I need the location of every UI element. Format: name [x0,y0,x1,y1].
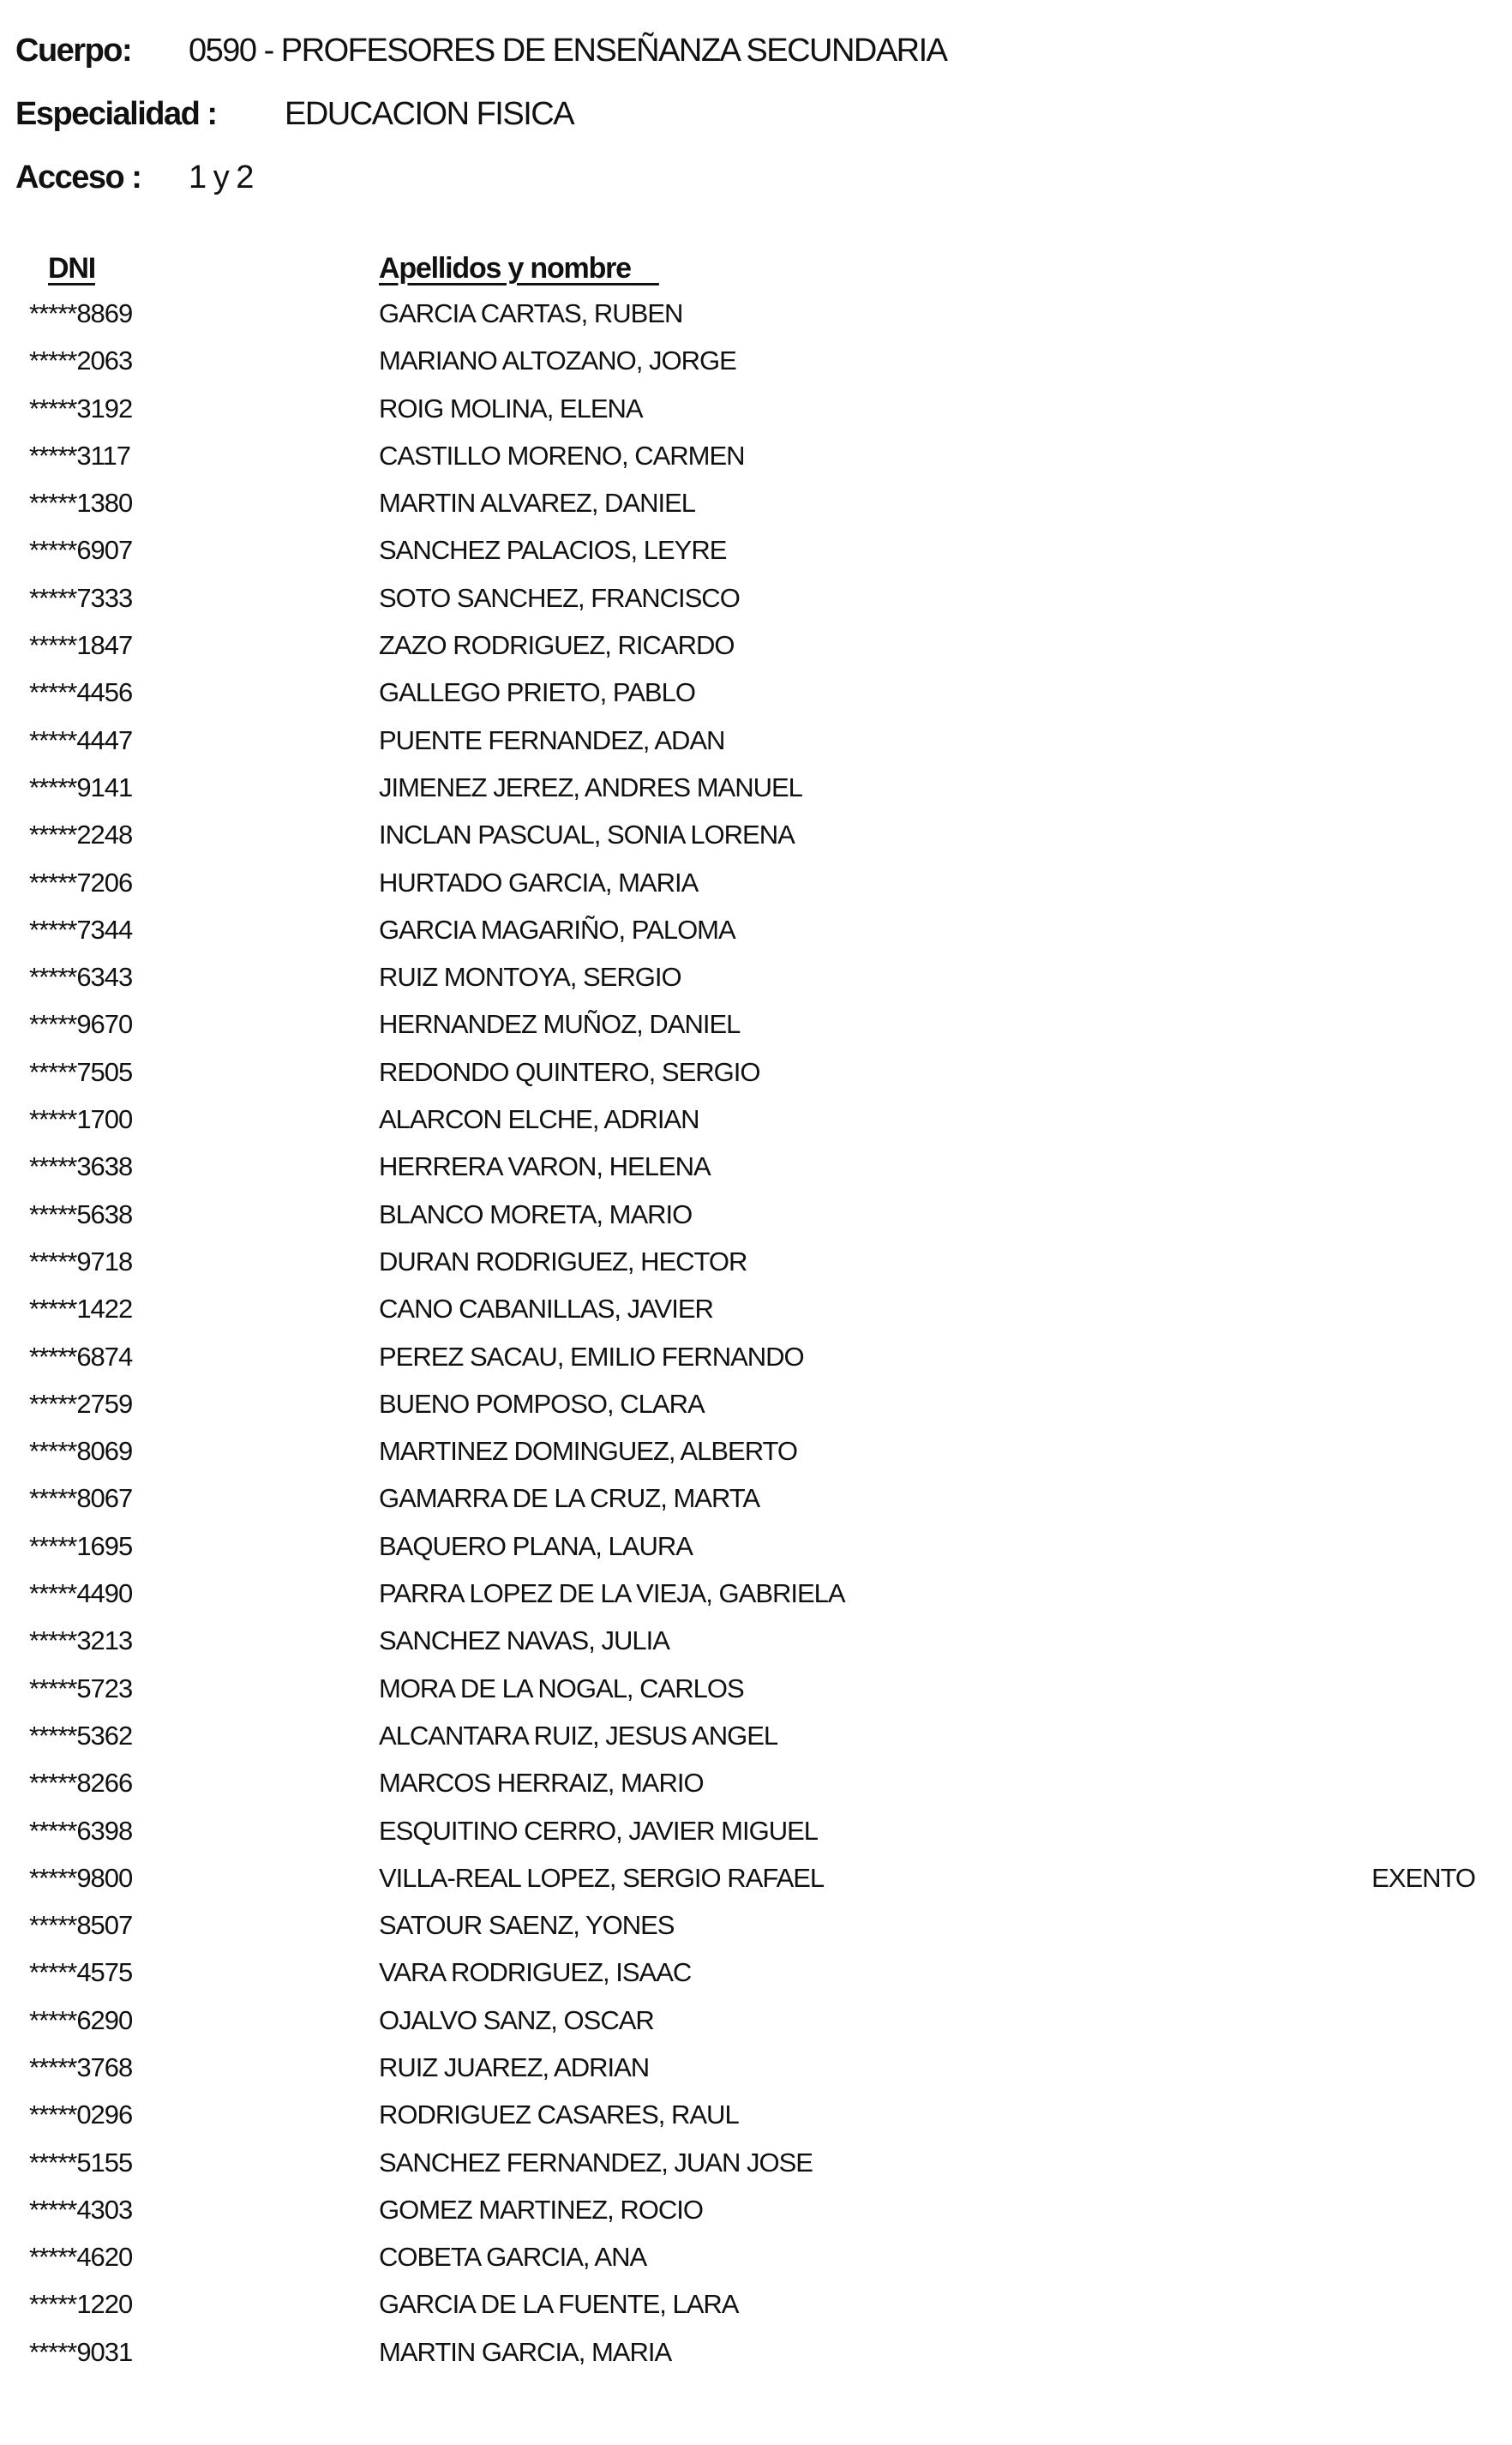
row-name: GARCIA CARTAS, RUBEN [379,298,683,328]
table-row [0,1199,1512,1247]
row-dni: *****5155 [29,2147,133,2178]
row-dni: *****1380 [29,488,133,519]
table-row [0,2195,1512,2242]
row-name: ESQUITINO CERRO, JAVIER MIGUEL [379,1815,819,1846]
row-dni: *****4620 [29,2242,133,2273]
row-name: MARTIN GARCIA, MARIA [379,2336,672,2367]
row-dni: *****6290 [29,2004,133,2035]
row-name: CASTILLO MORENO, CARMEN [379,440,745,471]
row-name: SANCHEZ NAVAS, JULIA [379,1625,669,1656]
column-header-dni: DNI [48,252,95,285]
row-name: ROIG MOLINA, ELENA [379,393,643,424]
table-row [0,1151,1512,1198]
row-name: BUENO POMPOSO, CLARA [379,1388,705,1419]
row-dni: *****6907 [29,535,133,566]
table-row [0,535,1512,582]
row-dni: *****4490 [29,1578,133,1609]
table-row [0,2337,1512,2384]
table-row [0,1910,1512,1957]
table-row [0,1768,1512,1815]
row-name: MARIANO ALTOZANO, JORGE [379,345,736,376]
row-dni: *****8069 [29,1436,133,1467]
row-dni: *****7333 [29,582,133,613]
row-name: RUIZ JUAREZ, ADRIAN [379,2052,650,2082]
cuerpo-value: 0590 - PROFESORES DE ENSEÑANZA SECUNDARIA [189,33,947,69]
table-row [0,583,1512,630]
row-dni: *****2063 [29,345,133,376]
row-dni: *****1700 [29,1104,133,1135]
table-row [0,2100,1512,2147]
row-name: ZAZO RODRIGUEZ, RICARDO [379,630,735,661]
row-name: PEREZ SACAU, EMILIO FERNANDO [379,1341,804,1372]
row-name: GALLEGO PRIETO, PABLO [379,677,695,708]
row-name: HURTADO GARCIA, MARIA [379,867,699,898]
table-row [0,868,1512,915]
row-dni: *****5638 [29,1198,133,1229]
table-row [0,488,1512,535]
row-name: HERNANDEZ MUÑOZ, DANIEL [379,1009,741,1040]
row-dni: *****3638 [29,1151,133,1182]
row-dni: *****2759 [29,1388,133,1419]
table-row [0,441,1512,488]
row-name: VARA RODRIGUEZ, ISAAC [379,1957,692,1988]
row-name: SANCHEZ PALACIOS, LEYRE [379,535,727,566]
table-row [0,1578,1512,1625]
row-name: PARRA LOPEZ DE LA VIEJA, GABRIELA [379,1578,845,1609]
table-row [0,1389,1512,1436]
row-dni: *****0296 [29,2100,133,2130]
table-row [0,772,1512,820]
table-row [0,630,1512,677]
table-row [0,298,1512,345]
candidate-list [0,298,1512,2384]
row-name: RUIZ MONTOYA, SERGIO [379,962,681,993]
table-row [0,725,1512,772]
row-name: GAMARRA DE LA CRUZ, MARTA [379,1483,760,1514]
row-dni: *****5723 [29,1673,133,1703]
row-dni: *****9800 [29,1862,133,1893]
row-name: MARCOS HERRAIZ, MARIO [379,1768,704,1799]
row-name: BAQUERO PLANA, LAURA [379,1530,693,1561]
table-row [0,962,1512,1009]
row-name: ALARCON ELCHE, ADRIAN [379,1104,699,1135]
row-name: BLANCO MORETA, MARIO [379,1198,693,1229]
table-row [0,1673,1512,1721]
row-name: REDONDO QUINTERO, SERGIO [379,1056,760,1087]
row-dni: *****2248 [29,820,133,850]
row-name: PUENTE FERNANDEZ, ADAN [379,724,725,755]
row-name: GARCIA DE LA FUENTE, LARA [379,2289,739,2320]
row-dni: *****8067 [29,1483,133,1514]
table-row [0,2052,1512,2100]
row-dni: *****8869 [29,298,133,328]
row-dni: *****4303 [29,2194,133,2225]
row-dni: *****9670 [29,1009,133,1040]
table-row [0,345,1512,393]
table-row [0,1957,1512,2004]
row-name: JIMENEZ JEREZ, ANDRES MANUEL [379,772,802,802]
row-dni: *****8266 [29,1768,133,1799]
table-row [0,1342,1512,1389]
row-name: GOMEZ MARTINEZ, ROCIO [379,2194,703,2225]
table-row [0,820,1512,867]
row-name: MORA DE LA NOGAL, CARLOS [379,1673,744,1703]
row-name: ALCANTARA RUIZ, JESUS ANGEL [379,1720,778,1751]
row-dni: *****4447 [29,724,133,755]
row-dni: *****7344 [29,914,133,945]
row-name: SANCHEZ FERNANDEZ, JUAN JOSE [379,2147,813,2178]
row-dni: *****9141 [29,772,133,802]
table-row [0,1816,1512,1863]
row-name: DURAN RODRIGUEZ, HECTOR [379,1246,747,1277]
table-row [0,677,1512,724]
row-dni: *****7206 [29,867,133,898]
row-name: COBETA GARCIA, ANA [379,2242,647,2273]
row-name: VILLA-REAL LOPEZ, SERGIO RAFAEL [379,1862,825,1893]
row-dni: *****1422 [29,1294,133,1325]
row-name: INCLAN PASCUAL, SONIA LORENA [379,820,795,850]
especialidad-value: EDUCACION FISICA [285,96,574,132]
table-row [0,1009,1512,1056]
row-dni: *****8507 [29,1910,133,1941]
row-name: SOTO SANCHEZ, FRANCISCO [379,582,740,613]
table-row [0,1247,1512,1294]
acceso-label: Acceso : [15,159,141,195]
especialidad-label: Especialidad : [15,96,217,132]
row-dni: *****9031 [29,2336,133,2367]
row-dni: *****4575 [29,1957,133,1988]
row-dni: *****6343 [29,962,133,993]
row-dni: *****3117 [29,440,130,471]
table-row [0,2289,1512,2336]
table-row [0,1863,1512,1910]
row-name: HERRERA VARON, HELENA [379,1151,711,1182]
table-row [0,915,1512,962]
row-name: RODRIGUEZ CASARES, RAUL [379,2100,739,2130]
row-dni: *****6874 [29,1341,133,1372]
row-name: MARTINEZ DOMINGUEZ, ALBERTO [379,1436,798,1467]
row-dni: *****3768 [29,2052,133,2082]
row-name: OJALVO SANZ, OSCAR [379,2004,654,2035]
row-dni: *****3192 [29,393,133,424]
column-header-name: Apellidos y nombre [379,252,659,285]
row-name: GARCIA MAGARIÑO, PALOMA [379,914,735,945]
row-dni: *****7505 [29,1056,133,1087]
table-row [0,1625,1512,1673]
cuerpo-label: Cuerpo: [15,33,132,69]
row-dni: *****9718 [29,1246,133,1277]
row-dni: *****1847 [29,630,133,661]
table-row [0,1436,1512,1483]
table-row [0,2242,1512,2289]
row-name: CANO CABANILLAS, JAVIER [379,1294,713,1325]
row-note: EXENTO [1371,1862,1475,1893]
row-dni: *****5362 [29,1720,133,1751]
row-dni: *****3213 [29,1625,133,1656]
table-row [0,2005,1512,2052]
table-row [0,1483,1512,1530]
table-row [0,1057,1512,1104]
row-dni: *****4456 [29,677,133,708]
row-dni: *****1220 [29,2289,133,2320]
acceso-value: 1 y 2 [189,159,253,195]
table-row [0,1294,1512,1341]
table-row [0,1531,1512,1578]
table-row [0,393,1512,441]
row-dni: *****6398 [29,1815,133,1846]
row-name: MARTIN ALVAREZ, DANIEL [379,488,696,519]
table-row [0,1721,1512,1768]
table-row [0,2148,1512,2195]
row-name: SATOUR SAENZ, YONES [379,1910,675,1941]
row-dni: *****1695 [29,1530,133,1561]
table-row [0,1104,1512,1151]
